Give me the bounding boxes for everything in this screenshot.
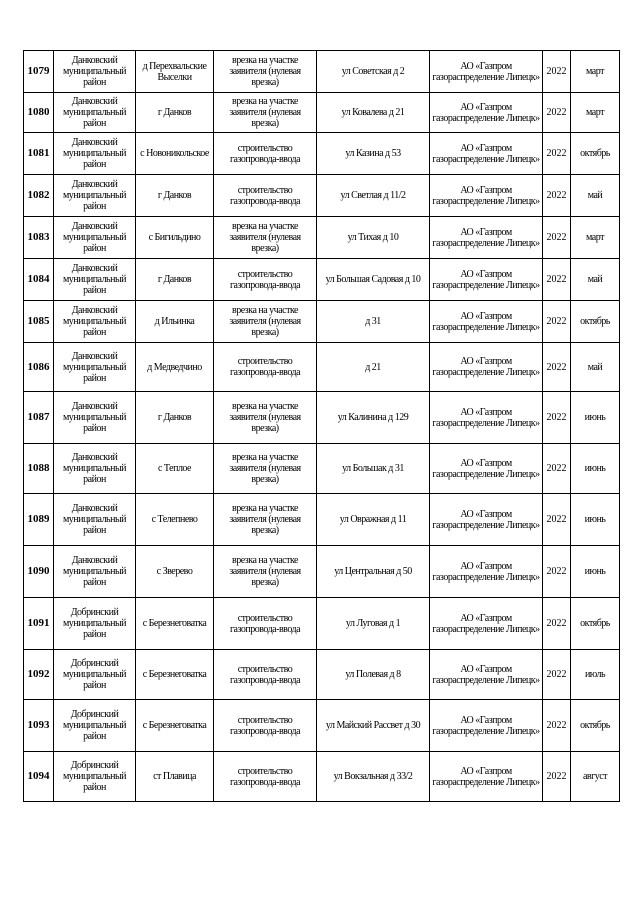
organization-cell: АО «Газпром газораспределение Липецк» xyxy=(430,259,543,301)
settlement-cell: с Березнеговатка xyxy=(136,650,214,700)
work-type-cell: строительство газопровода-ввода xyxy=(214,700,317,752)
month-cell: май xyxy=(571,343,620,392)
month-cell: октябрь xyxy=(571,598,620,650)
settlement-cell: г Данков xyxy=(136,93,214,133)
work-type-cell: врезка на участке заявителя (нулевая врезка) xyxy=(214,93,317,133)
settlement-cell: д Медведчино xyxy=(136,343,214,392)
organization-cell: АО «Газпром газораспределение Липецк» xyxy=(430,546,543,598)
row-number-cell: 1083 xyxy=(24,217,54,259)
table-row xyxy=(24,392,620,444)
settlement-cell: с Березнеговатка xyxy=(136,598,214,650)
address-cell: ул Луговая д 1 xyxy=(317,598,430,650)
gasification-table xyxy=(23,50,620,802)
organization-cell: АО «Газпром газораспределение Липецк» xyxy=(430,700,543,752)
month-cell: октябрь xyxy=(571,700,620,752)
year-cell: 2022 xyxy=(543,343,571,392)
organization-cell: АО «Газпром газораспределение Липецк» xyxy=(430,175,543,217)
table-row xyxy=(24,752,620,802)
address-cell: ул Калинина д 129 xyxy=(317,392,430,444)
row-number-cell: 1088 xyxy=(24,444,54,494)
district-cell: Данковский муниципальный район xyxy=(54,133,136,175)
address-cell: ул Овражная д 11 xyxy=(317,494,430,546)
organization-cell: АО «Газпром газораспределение Липецк» xyxy=(430,301,543,343)
month-cell: март xyxy=(571,51,620,93)
address-cell: ул Майский Рассвет д 30 xyxy=(317,700,430,752)
year-cell: 2022 xyxy=(543,700,571,752)
address-cell: ул Центральная д 50 xyxy=(317,546,430,598)
table-row xyxy=(24,343,620,392)
address-cell: ул Большая Садовая д 10 xyxy=(317,259,430,301)
row-number-cell: 1090 xyxy=(24,546,54,598)
row-number-cell: 1085 xyxy=(24,301,54,343)
district-cell: Добринский муниципальный район xyxy=(54,700,136,752)
settlement-cell: с Телепнево xyxy=(136,494,214,546)
table-row xyxy=(24,217,620,259)
month-cell: июль xyxy=(571,650,620,700)
table-row xyxy=(24,598,620,650)
year-cell: 2022 xyxy=(543,494,571,546)
year-cell: 2022 xyxy=(543,175,571,217)
table-row xyxy=(24,700,620,752)
address-cell: д 21 xyxy=(317,343,430,392)
year-cell: 2022 xyxy=(543,392,571,444)
district-cell: Данковский муниципальный район xyxy=(54,392,136,444)
settlement-cell: с Березнеговатка xyxy=(136,700,214,752)
district-cell: Добринский муниципальный район xyxy=(54,650,136,700)
table-row xyxy=(24,301,620,343)
row-number-cell: 1087 xyxy=(24,392,54,444)
address-cell: ул Большак д 31 xyxy=(317,444,430,494)
address-cell: ул Полевая д 8 xyxy=(317,650,430,700)
year-cell: 2022 xyxy=(543,217,571,259)
table-row xyxy=(24,51,620,93)
row-number-cell: 1094 xyxy=(24,752,54,802)
work-type-cell: строительство газопровода-ввода xyxy=(214,598,317,650)
year-cell: 2022 xyxy=(543,752,571,802)
month-cell: март xyxy=(571,93,620,133)
work-type-cell: врезка на участке заявителя (нулевая врезка) xyxy=(214,217,317,259)
work-type-cell: врезка на участке заявителя (нулевая врезка) xyxy=(214,444,317,494)
organization-cell: АО «Газпром газораспределение Липецк» xyxy=(430,133,543,175)
row-number-cell: 1089 xyxy=(24,494,54,546)
table-row xyxy=(24,444,620,494)
month-cell: октябрь xyxy=(571,133,620,175)
work-type-cell: врезка на участке заявителя (нулевая врезка) xyxy=(214,51,317,93)
row-number-cell: 1092 xyxy=(24,650,54,700)
address-cell: ул Тихая д 10 xyxy=(317,217,430,259)
work-type-cell: строительство газопровода-ввода xyxy=(214,752,317,802)
settlement-cell: д Ильинка xyxy=(136,301,214,343)
table-row xyxy=(24,650,620,700)
district-cell: Данковский муниципальный район xyxy=(54,343,136,392)
row-number-cell: 1079 xyxy=(24,51,54,93)
address-cell: ул Ковалева д 21 xyxy=(317,93,430,133)
row-number-cell: 1080 xyxy=(24,93,54,133)
settlement-cell: г Данков xyxy=(136,175,214,217)
month-cell: июнь xyxy=(571,546,620,598)
work-type-cell: строительство газопровода-ввода xyxy=(214,133,317,175)
address-cell: ул Светлая д 11/2 xyxy=(317,175,430,217)
organization-cell: АО «Газпром газораспределение Липецк» xyxy=(430,93,543,133)
district-cell: Данковский муниципальный район xyxy=(54,259,136,301)
work-type-cell: врезка на участке заявителя (нулевая врезка) xyxy=(214,494,317,546)
district-cell: Данковский муниципальный район xyxy=(54,494,136,546)
organization-cell: АО «Газпром газораспределение Липецк» xyxy=(430,51,543,93)
table-row xyxy=(24,546,620,598)
address-cell: ул Казина д 53 xyxy=(317,133,430,175)
settlement-cell: с Новоникольское xyxy=(136,133,214,175)
work-type-cell: строительство газопровода-ввода xyxy=(214,650,317,700)
work-type-cell: строительство газопровода-ввода xyxy=(214,343,317,392)
year-cell: 2022 xyxy=(543,598,571,650)
year-cell: 2022 xyxy=(543,259,571,301)
district-cell: Данковский муниципальный район xyxy=(54,444,136,494)
month-cell: август xyxy=(571,752,620,802)
organization-cell: АО «Газпром газораспределение Липецк» xyxy=(430,217,543,259)
organization-cell: АО «Газпром газораспределение Липецк» xyxy=(430,494,543,546)
district-cell: Добринский муниципальный район xyxy=(54,598,136,650)
settlement-cell: с Бигильдино xyxy=(136,217,214,259)
organization-cell: АО «Газпром газораспределение Липецк» xyxy=(430,598,543,650)
table-row xyxy=(24,175,620,217)
district-cell: Данковский муниципальный район xyxy=(54,93,136,133)
settlement-cell: г Данков xyxy=(136,259,214,301)
address-cell: ул Советская д 2 xyxy=(317,51,430,93)
year-cell: 2022 xyxy=(543,51,571,93)
row-number-cell: 1091 xyxy=(24,598,54,650)
year-cell: 2022 xyxy=(543,133,571,175)
district-cell: Данковский муниципальный район xyxy=(54,51,136,93)
year-cell: 2022 xyxy=(543,93,571,133)
row-number-cell: 1084 xyxy=(24,259,54,301)
organization-cell: АО «Газпром газораспределение Липецк» xyxy=(430,650,543,700)
table-row xyxy=(24,494,620,546)
month-cell: март xyxy=(571,217,620,259)
row-number-cell: 1082 xyxy=(24,175,54,217)
district-cell: Данковский муниципальный район xyxy=(54,301,136,343)
month-cell: октябрь xyxy=(571,301,620,343)
year-cell: 2022 xyxy=(543,301,571,343)
row-number-cell: 1093 xyxy=(24,700,54,752)
work-type-cell: врезка на участке заявителя (нулевая врезка) xyxy=(214,392,317,444)
district-cell: Данковский муниципальный район xyxy=(54,546,136,598)
row-number-cell: 1086 xyxy=(24,343,54,392)
year-cell: 2022 xyxy=(543,650,571,700)
work-type-cell: строительство газопровода-ввода xyxy=(214,175,317,217)
table-row xyxy=(24,133,620,175)
work-type-cell: врезка на участке заявителя (нулевая врезка) xyxy=(214,546,317,598)
table-row xyxy=(24,93,620,133)
year-cell: 2022 xyxy=(543,546,571,598)
settlement-cell: ст Плавица xyxy=(136,752,214,802)
address-cell: д 31 xyxy=(317,301,430,343)
work-type-cell: строительство газопровода-ввода xyxy=(214,259,317,301)
month-cell: июнь xyxy=(571,444,620,494)
settlement-cell: с Теплое xyxy=(136,444,214,494)
month-cell: май xyxy=(571,175,620,217)
organization-cell: АО «Газпром газораспределение Липецк» xyxy=(430,343,543,392)
month-cell: июнь xyxy=(571,494,620,546)
settlement-cell: с Зверево xyxy=(136,546,214,598)
month-cell: июнь xyxy=(571,392,620,444)
address-cell: ул Вокзальная д 33/2 xyxy=(317,752,430,802)
month-cell: май xyxy=(571,259,620,301)
settlement-cell: г Данков xyxy=(136,392,214,444)
row-number-cell: 1081 xyxy=(24,133,54,175)
table-row xyxy=(24,259,620,301)
work-type-cell: врезка на участке заявителя (нулевая врезка) xyxy=(214,301,317,343)
district-cell: Добринский муниципальный район xyxy=(54,752,136,802)
settlement-cell: д Перехвальские Выселки xyxy=(136,51,214,93)
district-cell: Данковский муниципальный район xyxy=(54,217,136,259)
year-cell: 2022 xyxy=(543,444,571,494)
organization-cell: АО «Газпром газораспределение Липецк» xyxy=(430,752,543,802)
table-body xyxy=(24,51,620,802)
district-cell: Данковский муниципальный район xyxy=(54,175,136,217)
organization-cell: АО «Газпром газораспределение Липецк» xyxy=(430,444,543,494)
organization-cell: АО «Газпром газораспределение Липецк» xyxy=(430,392,543,444)
